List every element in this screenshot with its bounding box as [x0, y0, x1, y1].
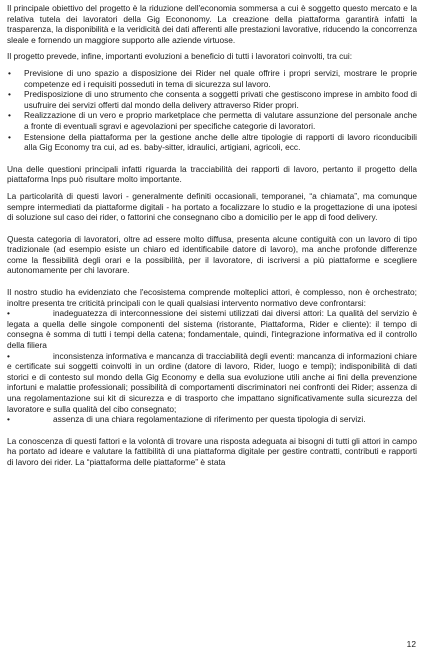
evolutions-list [7, 68, 417, 153]
paragraph-category: Questa categoria di lavoratori, oltre ad essere molto diffusa, presenta alcune contiguità con un lavoro di tipo tradizionale (ad esempio esiste un chiaro ed identificabile datore di lavoro), ma anche profonde differenze come la flessibilità degli orari e la possibilità, per il lavoratore, di iscriversi a più piattaforme e scegliere autonomamente per chi lavorare. [7, 233, 417, 276]
list-item: • Predisposizione di uno strumento che consenta a soggetti privati che gestiscono imprese in ambito food di usufruire dei servizi offerti dal mondo della delivery attraverso Rider propri. [8, 89, 417, 110]
page-number: 12 [406, 639, 416, 649]
bullet-marker: • [7, 414, 10, 425]
criticality-item: • inadeguatezza di interconnessione dei sistemi utilizzati dai diversi attori: La qualità del servizio è legata a quella delle singole componenti del sistema (ristorante, Piattaforma, Rider e cliente): il tempo di consegna è somma di tutti i tempi della catena; fondamentale, quindi, l'integrazione informativa ed il controllo della filiera [7, 308, 417, 351]
list-item: • Realizzazione di un vero e proprio marketplace che permetta di valutare assunzione del personale anche a fronte di eventuali sgravi e agevolazioni per specifiche categorie di lavoratori. [8, 110, 417, 131]
paragraph-evolutions-intro: Il progetto prevede, infine, importanti evoluzioni a beneficio di tutti i lavoratori coinvolti, tra cui: [7, 51, 353, 62]
bullet-marker: • [8, 131, 11, 142]
bullet-marker: • [7, 350, 10, 361]
bullet-marker: • [8, 110, 11, 121]
list-item: • Previsione di uno spazio a disposizione dei Rider nel quale offrire i propri servizi, mostrare le proprie competenze ed i requisiti posseduti in tema di sicurezza sul lavoro. [8, 67, 417, 89]
paragraph-traceability: Una delle questioni principali infatti riguarda la tracciabilità dei rapporti di lavoro, pertanto il progetto della piattaforma Inps può risultare molto importante. [7, 163, 417, 185]
bullet-marker: • [7, 308, 10, 319]
paragraph-objective: Il principale obiettivo del progetto è la riduzione dell'economia sommersa a cui è soggetto questo mercato e la relativa tutela dei lavoratori della Gig Econonomy. La creazione della piattaforma garantirà infatti la trasparenza, la disponibilità e la veridicità dei dati afferenti alle prestazioni lavorative, riducendo la concorrenza sleale e fornendo un maggiore supporto alle aziende virtuose. [7, 3, 417, 45]
paragraph-peculiarity: La particolarità di questi lavori - generalmente definiti occasionali, temporanei, “a chiamata”, ma comunque sempre intermediati da piattaforme digitali - ha portato a focalizzare lo studio e la progettazione di una ipotesi di soluzione sul caso dei rider, o fattorini che consegnano cibo a domicilio per le app di food delivery. [7, 190, 417, 223]
criticality-item: • assenza di una chiara regolamentazione di riferimento per questa tipologia di servizi. [7, 414, 366, 425]
criticality-item: • inconsistenza informativa e mancanza di tracciabilità degli eventi: mancanza di informazioni chiare e certificate sui soggetti coinvolti in un ordine (datore di lavoro, Rider, luogo e tempi); indisponibilità di dati storici e di contesto sul mondo della Gig Economy e della sua evoluzione utili anche ai fini della prevenzione infortuni e malattie professionali; possibilità di comportamenti discriminatori nei confronti dei Rider; assenza di una regolamentazione sui kit di sicurezza e di trasporto che impattano significativamente sulla sicurezza del lavoratore e sulla qualità del cibo consegnato; [7, 350, 417, 414]
paragraph-platform: La conoscenza di questi fattori e la volontà di trovare una risposta adeguata ai bisogni di tutti gli attori in campo ha portato ad ideare e valutare la fattibilità di una piattaforma digitale per gestire contratti, contributi e rapporti di lavoro dei rider. La “piattaforma delle piattaforme” è stata [7, 435, 417, 467]
bullet-marker: • [8, 67, 11, 78]
list-item: • Estensione della piattaforma per la gestione anche delle altre tipologie di rapporti di lavoro riconducibili alla Gig Economy tra cui, ad es. baby-sitter, idraulici, artigiani, agricoli, ecc. [8, 131, 417, 153]
bullet-marker: • [8, 89, 11, 100]
paragraph-study: Il nostro studio ha evidenziato che l'ecosistema comprende molteplici attori, è complesso, non è orchestrato; inoltre presenta tre criticità principali con le quali qualsiasi intervento normativo deve confrontarsi: [7, 287, 417, 308]
